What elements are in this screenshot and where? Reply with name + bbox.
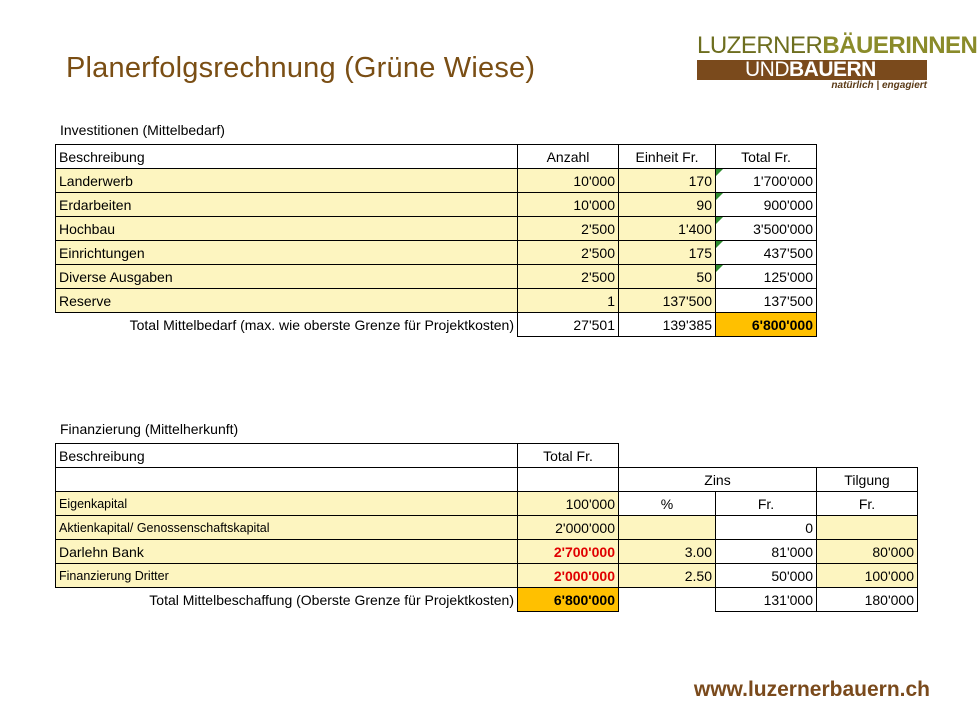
footer-url[interactable]: www.luzernerbauern.ch [693, 678, 930, 701]
cell: 10'000 [518, 169, 619, 193]
fr-header: Fr. [716, 492, 817, 516]
cell: 50'000 [716, 564, 817, 588]
page-title: Planerfolgsrechnung (Grüne Wiese) [66, 52, 536, 84]
table-header-row [56, 145, 817, 169]
cell: Reserve [56, 289, 518, 313]
total-cell: 6'800'000 [518, 588, 619, 612]
cell: 900'000 [716, 193, 817, 217]
cell: Erdarbeiten [56, 193, 518, 217]
empty-cell [619, 588, 716, 612]
logo-tagline: natürlich | engagiert [831, 80, 927, 91]
table-row [56, 193, 817, 217]
table-row [56, 564, 918, 588]
cell: 2'500 [518, 241, 619, 265]
table-row [56, 516, 918, 540]
cell: 3'500'000 [716, 217, 817, 241]
cell: 27'501 [518, 313, 619, 337]
col-header: Total Fr. [716, 145, 817, 169]
cell: 0 [716, 516, 817, 540]
invest-table [55, 144, 817, 337]
cell: 2'500 [518, 265, 619, 289]
cell: 170 [619, 169, 716, 193]
tilgung-header: Tilgung [817, 468, 918, 492]
cell: 137'500 [619, 289, 716, 313]
cell: 1'700'000 [716, 169, 817, 193]
col-header: Total Fr. [518, 444, 619, 468]
finanz-heading: Finanzierung (Mittelherkunft) [60, 421, 239, 437]
total-cell: 6'800'000 [716, 313, 817, 337]
cell: 80'000 [817, 540, 918, 564]
empty-cell [817, 444, 918, 468]
table-row [56, 540, 918, 564]
zins-header: Zins [619, 468, 817, 492]
cell [817, 516, 918, 540]
cell: 2'000'000 [518, 564, 619, 588]
cell: Diverse Ausgaben [56, 265, 518, 289]
cell: 10'000 [518, 193, 619, 217]
empty-cell [619, 444, 716, 468]
cell: 1'400 [619, 217, 716, 241]
col-header: Beschreibung [56, 145, 518, 169]
cell [518, 468, 619, 492]
cell: 137'500 [716, 289, 817, 313]
cell [619, 516, 716, 540]
table-row [56, 241, 817, 265]
logo-line-1: LUZERNERBÄUERINNEN [697, 32, 977, 59]
total-label: Total Mittelbedarf (max. wie oberste Grenze für Projektkosten) [129, 316, 514, 333]
table-subheader-row [56, 468, 918, 492]
cell: 90 [619, 193, 716, 217]
cell: 3.00 [619, 540, 716, 564]
cell: 180'000 [817, 588, 918, 612]
cell: 131'000 [716, 588, 817, 612]
table-row [56, 217, 817, 241]
cell: Eigenkapital [56, 492, 518, 516]
cell: 175 [619, 241, 716, 265]
col-header: Beschreibung [56, 444, 518, 468]
col-header: Einheit Fr. [619, 145, 716, 169]
cell: 2'000'000 [518, 516, 619, 540]
cell: 437'500 [716, 241, 817, 265]
table-total-row [56, 313, 817, 337]
cell: Landerwerb [56, 169, 518, 193]
col-header: Anzahl [518, 145, 619, 169]
table-row [56, 265, 817, 289]
cell [56, 468, 518, 492]
cell: 2.50 [619, 564, 716, 588]
cell: 81'000 [716, 540, 817, 564]
cell: 100'000 [518, 492, 619, 516]
cell: 125'000 [716, 265, 817, 289]
brand-logo [697, 32, 977, 91]
total-label: Total Mittelbeschaffung (Oberste Grenze für Projektkosten) [149, 591, 514, 608]
cell: Darlehn Bank [56, 540, 518, 564]
cell: Einrichtungen [56, 241, 518, 265]
cell: 1 [518, 289, 619, 313]
table-row [56, 492, 918, 516]
cell: Hochbau [56, 217, 518, 241]
fr-header: Fr. [817, 492, 918, 516]
table-row [56, 289, 817, 313]
empty-cell [716, 444, 817, 468]
cell: 50 [619, 265, 716, 289]
cell: 100'000 [817, 564, 918, 588]
cell: 2'700'000 [518, 540, 619, 564]
table-header-row [56, 444, 918, 468]
cell: Aktienkapital/ Genossenschaftskapital [56, 516, 518, 540]
invest-heading: Investitionen (Mittelbedarf) [60, 122, 225, 138]
table-row [56, 169, 817, 193]
pct-header: % [619, 492, 716, 516]
cell: Finanzierung Dritter [56, 564, 518, 588]
finanz-table [55, 443, 918, 612]
logo-line-2: UNDBAUERN [745, 58, 876, 81]
cell: 2'500 [518, 217, 619, 241]
cell: 139'385 [619, 313, 716, 337]
table-total-row [56, 588, 918, 612]
